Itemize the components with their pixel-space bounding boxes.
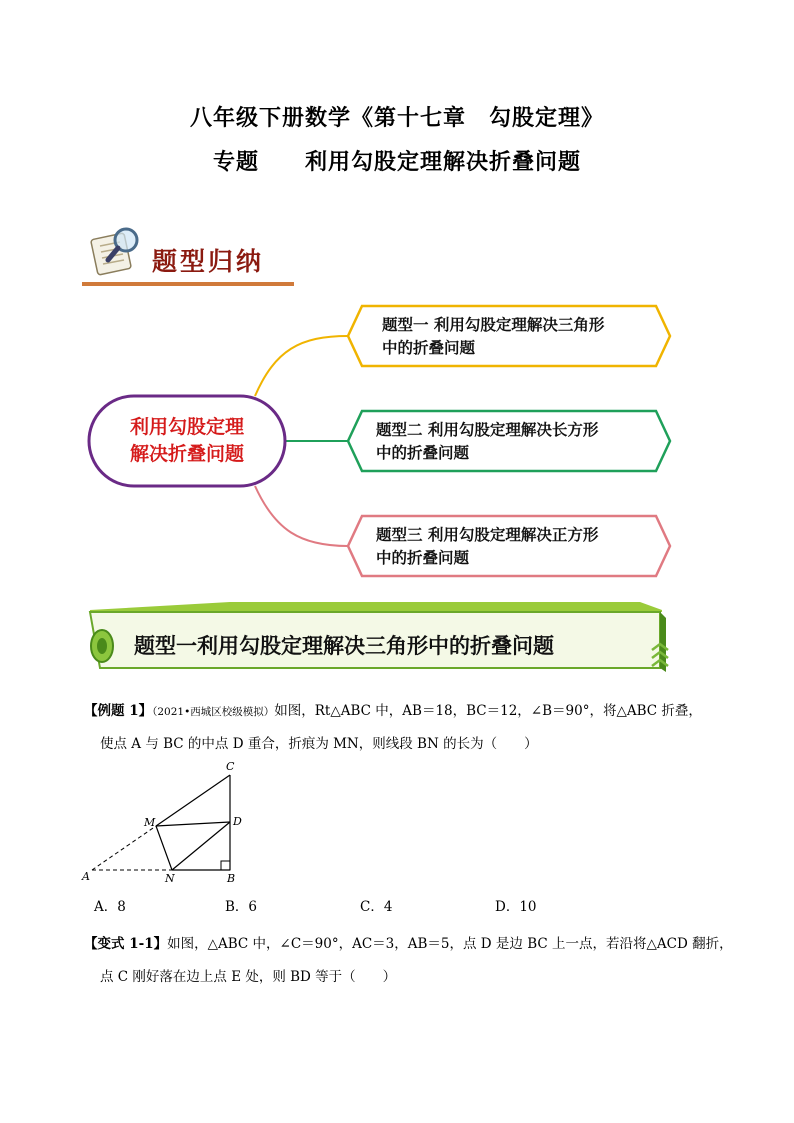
- variant1-line1: [84, 934, 733, 954]
- label-M: M: [144, 816, 156, 829]
- page-title: 八年级下册数学《第十七章 勾股定理》: [189, 106, 604, 131]
- connector-3: [255, 486, 348, 546]
- label-C: C: [226, 760, 235, 773]
- label-B: B: [227, 872, 236, 885]
- option-c: C．4: [360, 899, 393, 915]
- example1-tag: 【例题 1】: [84, 703, 153, 719]
- variant1-text1: 如图，△ABC 中，∠C＝90°，AC＝3，AB＝5，点 D 是边 BC 上一点，若沿将△ACD 翻折，: [167, 936, 733, 952]
- page-subtitle: 专题 利用勾股定理解决折叠问题: [212, 150, 581, 175]
- notepad-magnifier-icon: [86, 222, 146, 282]
- branch-text-3: 题型三 利用勾股定理解决正方形 中的折叠问题: [376, 526, 599, 567]
- topic-banner-title: 题型一利用勾股定理解决三角形中的折叠问题: [134, 634, 554, 658]
- label-N: N: [165, 872, 175, 885]
- branch-text-1: 题型一 利用勾股定理解决三角形 中的折叠问题: [382, 316, 605, 357]
- mindmap-center-text: 利用勾股定理 解决折叠问题: [129, 416, 244, 465]
- label-A: A: [82, 870, 90, 883]
- example1-line2: 使点 A 与 BC 的中点 D 重合，折痕为 MN，则线段 BN 的长为（ ）: [100, 736, 538, 752]
- option-a: A．8: [94, 899, 126, 915]
- option-d: D．10: [495, 899, 537, 915]
- triangle-figure: [80, 760, 260, 885]
- section-header: [82, 222, 297, 290]
- variant1-tag: 【变式 1-1】: [84, 936, 168, 952]
- section-label: 题型归纳: [152, 247, 265, 276]
- variant1-line2: 点 C 刚好落在边上点 E 处，则 BD 等于（ ）: [100, 969, 397, 985]
- section-underline: [82, 282, 294, 286]
- connector-1: [255, 336, 348, 396]
- example1-line1: [84, 701, 702, 722]
- label-D: D: [233, 815, 242, 828]
- example1-source: （2021•西城区校级模拟）: [152, 706, 275, 718]
- example1-text1: 如图，Rt△ABC 中，AB＝18，BC＝12，∠B＝90°，将△ABC 折叠，: [274, 703, 702, 719]
- option-b: B．6: [225, 899, 258, 915]
- branch-text-2: 题型二 利用勾股定理解决长方形 中的折叠问题: [376, 421, 599, 462]
